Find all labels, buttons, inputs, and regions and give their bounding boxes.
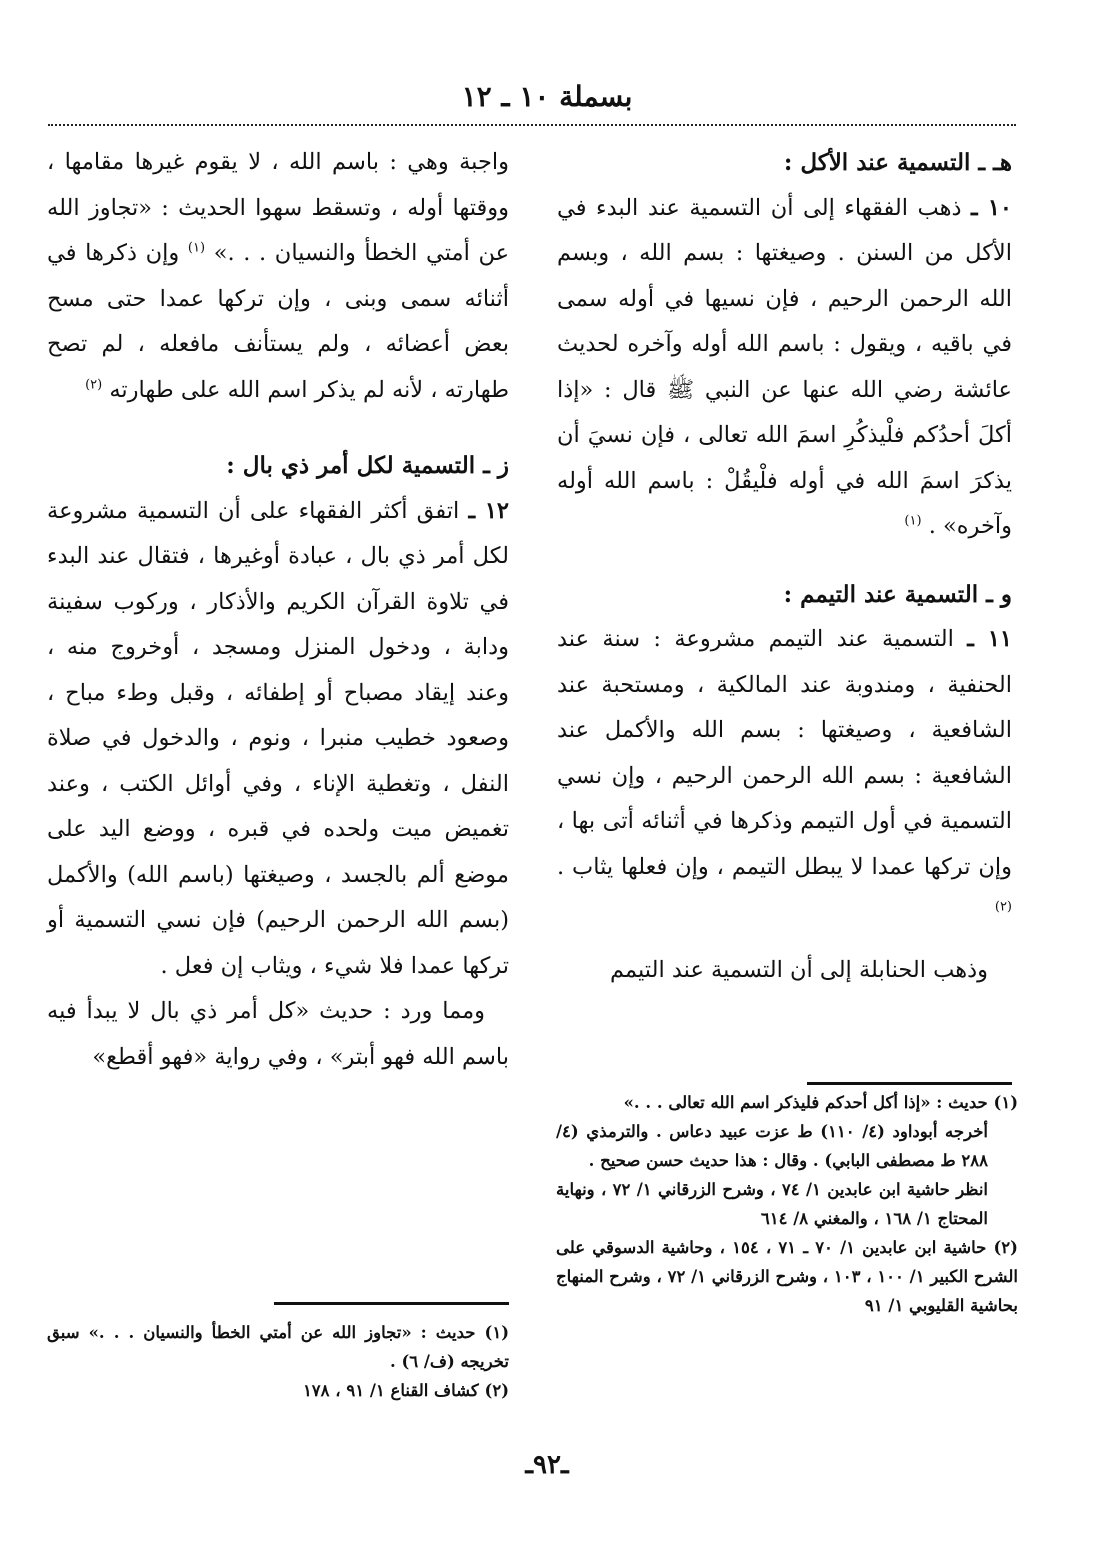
paragraph-text: اتفق أكثر الفقهاء على أن التسمية مشروعة لكل أمر ذي بال ، عبادة أوغيرها ، فتقال عند البدء في تلاوة القرآن الكريم والأذكار ، وركوب سفينة ودابة ، ودخول المنزل ومسجد ، أوخروج منه ، وعند إيقاد مصباح أو إطفائه ، وقبل وطء مباح ، وصعود خطيب منبرا ، ونوم ، والدخول في صلاة النفل ، وتغطية الإناء ، وفي أوائل الكتب ، وعند تغميض ميت ولحده في قبره ، ووضع اليد على موضع ألم بالجسد ، وصيغتها (باسم الله) والأكمل (بسم الله الرحمن الرحيم) فإن نسي التسمية أو تركها عمدا فلا شيء ، ويثاب إن فعل . (47, 497, 509, 979)
heading-every-matter: ز ـ التسمية لكل أمر ذي بال : (226, 452, 509, 479)
paragraph-number: ١١ ـ (967, 626, 1012, 652)
page-header-title: بسملة ١٠ ـ ١٢ (461, 80, 633, 113)
paragraph-number: ١٠ ـ (971, 194, 1012, 221)
paragraph-12-continued: ومما ورد : حديث «كل أمر ذي بال لا يبدأ فيه باسم الله فهو أبتر» ، وفي رواية «فهو أقطع» (47, 998, 509, 1070)
paragraph-11 (557, 617, 1012, 936)
header-dotted-rule (48, 124, 1016, 126)
left-column (47, 140, 509, 1080)
footnotes-left (47, 1318, 509, 1405)
heading-eating: هـ ـ التسمية عند الأكل : (783, 149, 1012, 176)
footnote-rule-left (274, 1302, 509, 1305)
footnote-1-references: انظر حاشية ابن عابدين ١/ ٧٤ ، وشرح الزرقاني ١/ ٧٢ ، ونهاية المحتاج ١/ ١٦٨ ، والمغني ٨/ ٦١٤ (556, 1180, 989, 1228)
paragraph-continued (47, 140, 509, 413)
footnote-1-source: أخرجه أبوداود (٤/ ١١٠) ط عزت عبيد دعاس . والترمذي (٤/ ٢٨٨ ط مصطفى البابي) . وقال : هذا حديث حسن صحيح . (556, 1122, 988, 1170)
footnote-rule-right (807, 1082, 1012, 1085)
footnote-1-heading: (١) حديث : «إذا أكل أحدكم فليذكر اسم الله تعالى . . .» (623, 1093, 1018, 1112)
footnote-marker: (٢) (994, 899, 1012, 915)
page-number: ـ٩٢ـ (525, 1450, 569, 1480)
footnotes-right (556, 1088, 1018, 1320)
footnote-marker: (٢) (85, 377, 103, 392)
paragraph-text: وإن ذكرها في أثنائه سمى وبنى ، وإن تركها عمدا حتى مسح بعض أعضائه ، ولم يستأنف مافعله ، لم تصح طهارته ، لأنه لم يذكر اسم الله على طهارته (47, 240, 509, 403)
right-column (557, 140, 1012, 993)
paragraph-11-continued: وذهب الحنابلة إلى أن التسمية عند التيمم (610, 956, 988, 983)
footnote-marker: (١) (904, 513, 922, 529)
footnote-marker: (١) (187, 240, 206, 256)
paragraph-text: واجبة وهي : باسم الله ، لا يقوم غيرها مقامها ، ووقتها أوله ، وتسقط سهوا الحديث : «تجاوز الله عن أمتي الخطأ والنسيان . . .» (47, 149, 510, 266)
footnote-2: (٢) حاشية ابن عابدين ١/ ٧٠ ـ ٧١ ، ١٥٤ ، وحاشية الدسوقي على الشرح الكبير ١/ ١٠٠ ، ١٠٣ ، وشرح الزرقاني ١/ ٧٢ ، وشرح المنهاج بحاشية القليوبي ١/ ٩١ (556, 1238, 1018, 1315)
paragraph-text: ذهب الفقهاء إلى أن التسمية عند البدء في الأكل من السنن . وصيغتها : بسم الله ، وبسم الله الرحمن الرحيم ، فإن نسيها في أوله سمى في باقيه ، ويقول : باسم الله أوله وآخره لحديث عائشة رضي الله عنها عن النبي ﷺ قال : «إذا أكلَ أحدُكم فلْيذكُرِ اسمَ الله تعالى ، فإن نسيَ أن يذكرَ اسمَ الله في أوله فلْيقُلْ : باسم الله أوله وآخره» . (557, 194, 1012, 539)
footnote-2: (٢) كشاف القناع ١/ ٩١ ، ١٧٨ (302, 1381, 509, 1400)
footnote-1: (١) حديث : «تجاوز الله عن أمتي الخطأ والنسيان . . .» سبق تخريجه (ف/ ٦) . (47, 1323, 509, 1371)
paragraph-12 (47, 489, 509, 990)
heading-tayammum: و ـ التسمية عند التيمم : (783, 580, 1012, 608)
paragraph-number: ١٢ ـ (468, 497, 509, 524)
paragraph-10 (557, 186, 1012, 550)
paragraph-text: التسمية عند التيمم مشروعة : سنة عند الحنفية ، ومندوبة عند المالكية ، ومستحبة عند الشافعية ، وصيغتها : بسم الله والأكمل عند الشافعية : بسم الله الرحمن الرحيم ، وإن نسي التسمية في أول التيمم وذكرها في أثنائه أتى بها ، وإن تركها عمدا لا يبطل التيمم ، وإن فعلها يثاب . (557, 626, 1012, 880)
